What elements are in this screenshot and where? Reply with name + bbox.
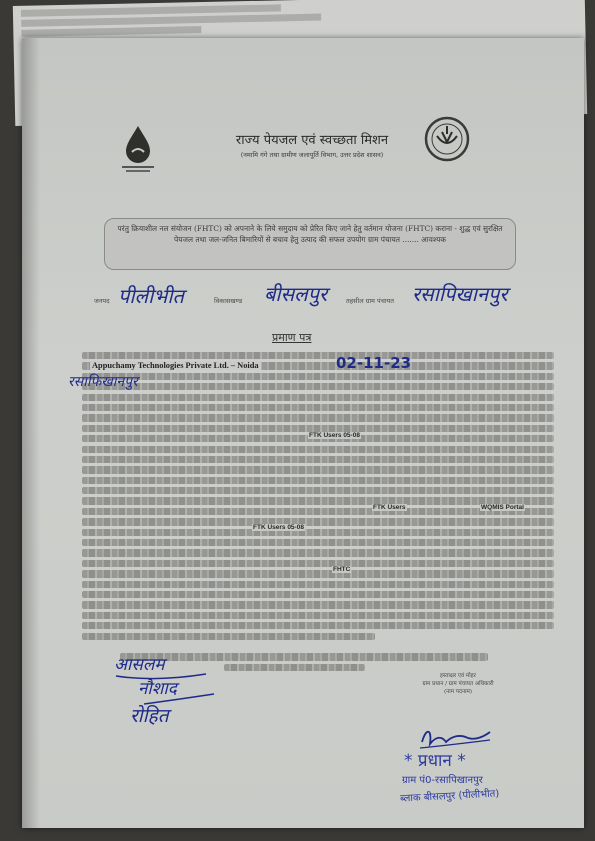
inline-term: FTK Users: [373, 504, 406, 511]
pradhan-stamp-line: ब्लाक बीसलपुर (पीलीभीत): [399, 788, 500, 805]
body-text-line: [82, 601, 554, 608]
pradhan-stamp-line: ग्राम पं0-रसापिखानपुर: [402, 775, 483, 786]
body-text-line: [82, 394, 554, 401]
body-text-line: [82, 591, 554, 598]
signature-line: आसलम: [114, 655, 165, 675]
body-text-line: [82, 404, 554, 411]
signature-line: नौशाद: [138, 679, 177, 699]
body-text-line: [82, 622, 554, 629]
scheme-banner: परंतु क्रियाशील नल संयोजन (FHTC) को अपनाने के लिये समुदाय को प्रेरित किए जाने हेतु वर्तमान योजना (FHTC) कराना - शुद्ध एवं सुरक्षित पेयजल तथा जल-जनित बिमारियों से बचाव हेतु उत्पाद की सफल उपयोग ग्राम पंचायत ....... आवश्यक: [104, 218, 516, 270]
body-text-line: [82, 456, 554, 463]
body-text-line: [82, 560, 554, 567]
inline-term: FHTC: [333, 566, 351, 573]
body-text-line: [82, 383, 554, 390]
pradhan-stamp-title: * प्रधान *: [404, 751, 466, 771]
body-text-line: [82, 612, 554, 619]
handwritten-date: 02-11-23: [336, 354, 412, 372]
pradhan-stamp: [398, 722, 578, 822]
secretary-stamp-line: हस्ताक्षर एवं मोहर: [440, 673, 476, 679]
body-text-line: [82, 570, 554, 577]
block-label: विकासखण्ड: [214, 297, 243, 305]
certificate-body-text: [82, 352, 554, 674]
location-fields-row: [94, 280, 564, 310]
secretary-stamp-block: [388, 672, 528, 696]
signature-line: रोहित: [130, 705, 169, 727]
body-text-line: [82, 529, 554, 536]
panchayat-label: तहसील ग्राम पंचायत: [346, 297, 394, 305]
secretary-stamp-line: (नाम पदनाम): [443, 689, 473, 695]
document-page: [22, 38, 584, 828]
signature-block: [110, 652, 250, 742]
company-name: Appuchamy Technologies Private Ltd. – Noida: [92, 361, 259, 370]
body-text-line: [82, 539, 554, 546]
body-text-line: [82, 633, 375, 640]
block-handwritten: बीसलपुर: [264, 282, 328, 306]
mission-subtitle: (नमामि गंगे तथा ग्रामीण जलापूर्ति विभाग, उत्तर प्रदेश शासन): [240, 151, 384, 159]
certificate-title: प्रमाण पत्र: [272, 331, 312, 344]
body-text-line: [82, 477, 554, 484]
faded-text-line: [21, 26, 201, 37]
body-text-line: [82, 446, 554, 453]
body-text-line: [82, 425, 554, 432]
panchayat-handwritten: रसापिखानपुर: [412, 282, 508, 306]
body-text-line: [82, 466, 554, 473]
document-header: [32, 116, 584, 186]
body-text-line: [82, 487, 554, 494]
district-label: जनपद: [94, 297, 110, 305]
inline-term: FTK Users 05-08: [309, 432, 360, 439]
signature-underline: [114, 670, 244, 710]
body-text-line: [82, 352, 554, 359]
margin-village-handwritten: रसाफिखानपुर: [68, 374, 138, 390]
up-government-emblem: [424, 116, 470, 162]
district-handwritten: पीलीभीत: [118, 284, 184, 308]
secretary-stamp-line: ग्राम प्रधान / ग्राम पंचायत अधिकारी: [422, 681, 494, 687]
body-text-line: [82, 549, 554, 556]
certificate-sheet: [32, 116, 584, 828]
body-text-line: [82, 373, 554, 380]
inline-term: FTK Users 05-08: [253, 524, 304, 531]
jal-jeevan-drop-logo: [118, 122, 158, 174]
body-text-line: [82, 414, 554, 421]
mission-title: राज्य पेयजल एवं स्वच्छता मिशन: [235, 133, 389, 148]
body-text-line: [82, 518, 554, 525]
body-text-line: [82, 581, 554, 588]
inline-term: WQMIS Portal: [481, 504, 524, 511]
